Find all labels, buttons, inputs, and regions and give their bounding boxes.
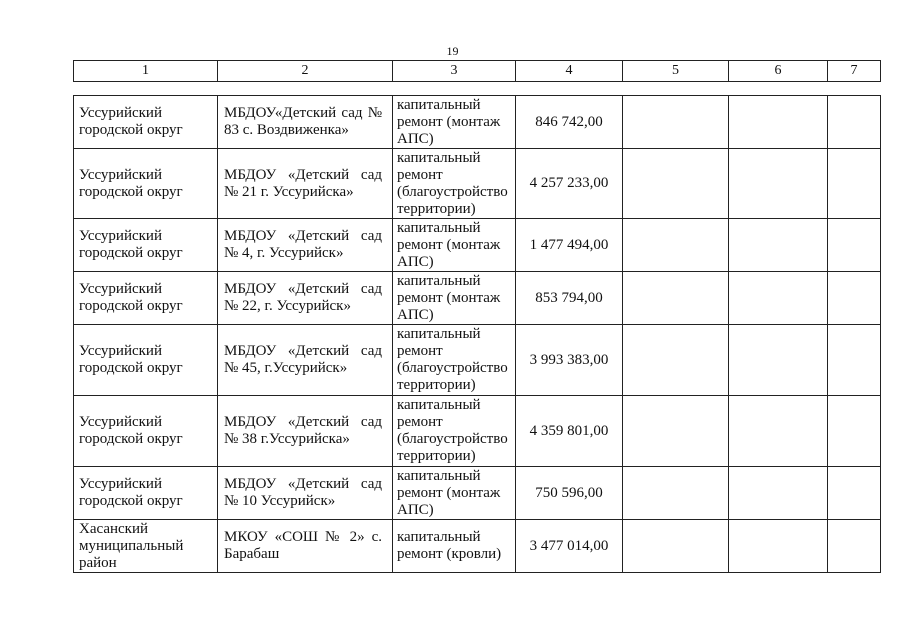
empty-cell bbox=[623, 96, 729, 149]
work-type-cell: капитальный ремонт (монтаж АПС) bbox=[393, 272, 516, 325]
column-number: 2 bbox=[218, 61, 393, 82]
district-cell: Уссурийский городской округ bbox=[74, 149, 218, 219]
amount-cell: 3 993 383,00 bbox=[516, 325, 623, 396]
institution-cell: МБДОУ «Детский сад № 4, г. Уссурийск» bbox=[218, 219, 393, 272]
page-number: 19 bbox=[446, 44, 459, 58]
institution-cell: МБДОУ «Детский сад № 21 г. Уссурийска» bbox=[218, 149, 393, 219]
empty-cell bbox=[623, 149, 729, 219]
work-type-cell: капитальный ремонт (благоустройство территории) bbox=[393, 396, 516, 467]
institution-cell: МКОУ «СОШ № 2» с. Барабаш bbox=[218, 520, 393, 573]
district-cell: Хасанский муниципальный район bbox=[74, 520, 218, 573]
empty-cell bbox=[729, 396, 828, 467]
amount-cell: 750 596,00 bbox=[516, 467, 623, 520]
empty-cell bbox=[828, 467, 881, 520]
district-cell: Уссурийский городской округ bbox=[74, 272, 218, 325]
column-number: 3 bbox=[393, 61, 516, 82]
empty-cell bbox=[828, 325, 881, 396]
empty-cell bbox=[623, 272, 729, 325]
table-row bbox=[74, 520, 881, 573]
empty-cell bbox=[828, 96, 881, 149]
table-row bbox=[74, 272, 881, 325]
amount-cell: 4 257 233,00 bbox=[516, 149, 623, 219]
institution-cell: МБДОУ «Детский сад № 10 Уссурийск» bbox=[218, 467, 393, 520]
column-number: 4 bbox=[516, 61, 623, 82]
empty-cell bbox=[729, 467, 828, 520]
district-cell: Уссурийский городской округ bbox=[74, 219, 218, 272]
empty-cell bbox=[729, 219, 828, 272]
district-cell: Уссурийский городской округ bbox=[74, 396, 218, 467]
empty-cell bbox=[729, 96, 828, 149]
empty-cell bbox=[623, 325, 729, 396]
empty-cell bbox=[828, 149, 881, 219]
empty-cell bbox=[729, 325, 828, 396]
empty-cell bbox=[623, 520, 729, 573]
work-type-cell: капитальный ремонт (кровли) bbox=[393, 520, 516, 573]
work-type-cell: капитальный ремонт (монтаж АПС) bbox=[393, 467, 516, 520]
empty-cell bbox=[623, 467, 729, 520]
empty-cell bbox=[828, 272, 881, 325]
amount-cell: 846 742,00 bbox=[516, 96, 623, 149]
table-row bbox=[74, 467, 881, 520]
table-row bbox=[74, 396, 881, 467]
work-type-cell: капитальный ремонт (монтаж АПС) bbox=[393, 96, 516, 149]
work-type-cell: капитальный ремонт (благоустройство территории) bbox=[393, 149, 516, 219]
institution-cell: МБДОУ«Детский сад № 83 с. Воздвиженка» bbox=[218, 96, 393, 149]
column-number: 5 bbox=[623, 61, 729, 82]
empty-cell bbox=[828, 520, 881, 573]
amount-cell: 1 477 494,00 bbox=[516, 219, 623, 272]
district-cell: Уссурийский городской округ bbox=[74, 325, 218, 396]
work-type-cell: капитальный ремонт (монтаж АПС) bbox=[393, 219, 516, 272]
empty-cell bbox=[828, 219, 881, 272]
work-type-cell: капитальный ремонт (благоустройство территории) bbox=[393, 325, 516, 396]
amount-cell: 4 359 801,00 bbox=[516, 396, 623, 467]
institution-cell: МБДОУ «Детский сад № 45, г.Уссурийск» bbox=[218, 325, 393, 396]
column-number: 1 bbox=[74, 61, 218, 82]
table-row bbox=[74, 96, 881, 149]
empty-cell bbox=[623, 396, 729, 467]
column-numbers-header bbox=[73, 60, 881, 82]
district-cell: Уссурийский городской округ bbox=[74, 467, 218, 520]
table-row bbox=[74, 325, 881, 396]
empty-cell bbox=[623, 219, 729, 272]
amount-cell: 853 794,00 bbox=[516, 272, 623, 325]
column-number: 7 bbox=[828, 61, 881, 82]
district-cell: Уссурийский городской округ bbox=[74, 96, 218, 149]
empty-cell bbox=[729, 149, 828, 219]
table-row bbox=[74, 219, 881, 272]
institution-cell: МБДОУ «Детский сад № 22, г. Уссурийск» bbox=[218, 272, 393, 325]
funding-table bbox=[73, 95, 881, 573]
empty-cell bbox=[828, 396, 881, 467]
amount-cell: 3 477 014,00 bbox=[516, 520, 623, 573]
institution-cell: МБДОУ «Детский сад № 38 г.Уссурийска» bbox=[218, 396, 393, 467]
table-row bbox=[74, 149, 881, 219]
column-number: 6 bbox=[729, 61, 828, 82]
empty-cell bbox=[729, 520, 828, 573]
empty-cell bbox=[729, 272, 828, 325]
